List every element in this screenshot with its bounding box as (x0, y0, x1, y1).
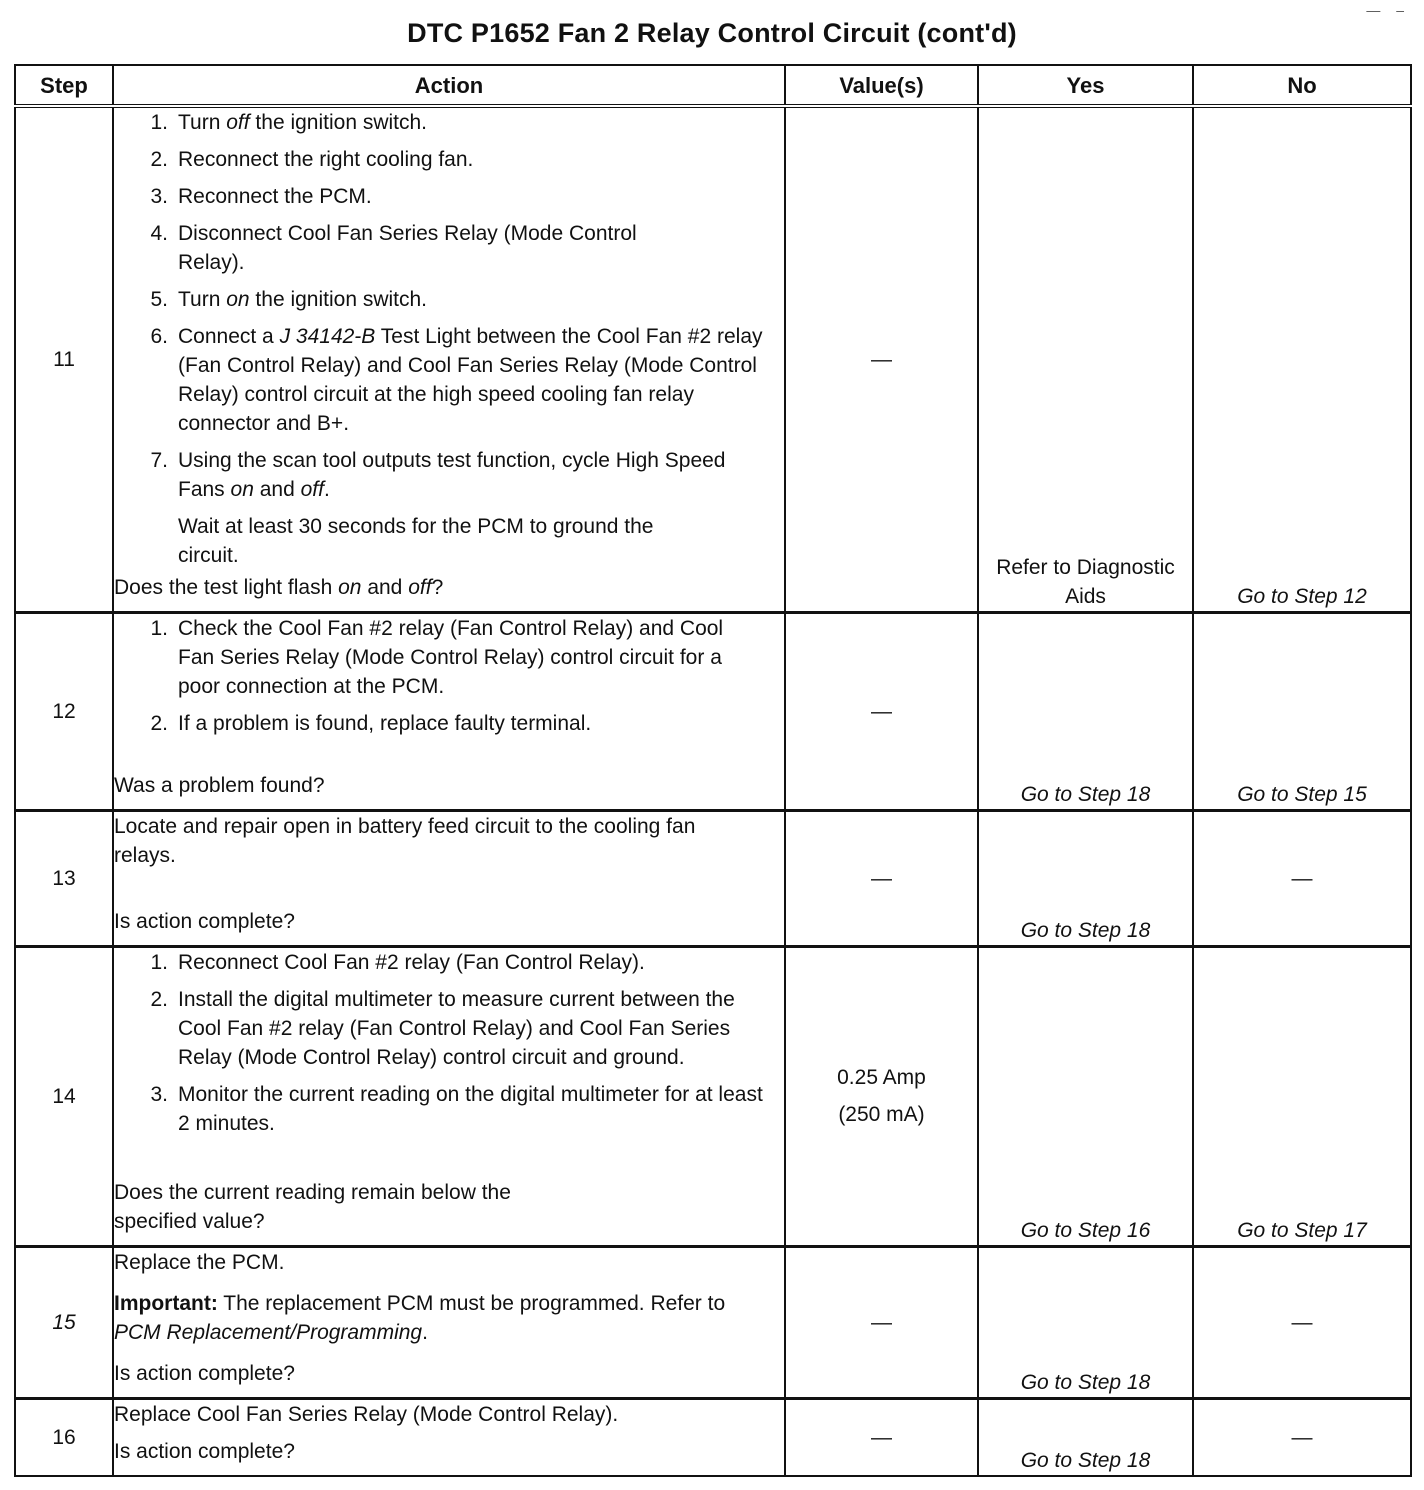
table-row (15, 810, 1411, 946)
table-row (15, 612, 1411, 810)
step-number: 13 (15, 810, 113, 946)
item-text: and (253, 478, 301, 501)
step-number: 12 (15, 612, 113, 810)
item-number: 2. (150, 148, 168, 171)
item-text: Test Light between the Cool Fan #2 relay (Fan Control Relay) and Cool Fan Series Relay (Mode Control Relay) control circuit at the high speed cooling fan relay connector and B+. (178, 325, 763, 435)
item-number: 3. (150, 1082, 168, 1106)
question-part: ? (431, 576, 444, 599)
action-text: Replace the PCM. (114, 1250, 285, 1274)
no-cell: — (1193, 810, 1411, 946)
header-step: Step (15, 65, 113, 106)
item-number: 2. (150, 711, 168, 735)
value-cell: — (785, 612, 978, 810)
important-note (114, 1289, 764, 1347)
yes-cell: Go to Step 16 (978, 946, 1193, 1246)
item-text: Connect a (178, 325, 280, 348)
item-emphasis: off (226, 111, 250, 134)
item-number: 7. (150, 449, 168, 472)
header-action: Action (113, 65, 785, 106)
item-text: Turn (178, 288, 227, 311)
item-number: 2. (150, 987, 168, 1011)
item-text: the ignition switch. (249, 288, 428, 311)
no-cell: Go to Step 12 (1193, 106, 1411, 612)
question-text (114, 573, 784, 602)
header-yes: Yes (978, 65, 1193, 106)
important-reference: PCM Replacement/Programming (114, 1320, 423, 1344)
action-text: Replace Cool Fan Series Relay (Mode Control Relay). (114, 1402, 619, 1426)
item-number: 3. (150, 185, 168, 208)
item-emphasis: on (230, 478, 254, 501)
list-item (114, 985, 784, 1072)
item-text: Reconnect the PCM. (178, 185, 372, 208)
item-text: If a problem is found, replace faulty terminal. (178, 711, 592, 735)
question-text: Is action complete? (114, 1439, 295, 1463)
list-item (114, 614, 784, 701)
value-cell: — (785, 1246, 978, 1398)
action-cell (113, 106, 785, 612)
item-emphasis: on (226, 288, 250, 311)
value-cell: — (785, 810, 978, 946)
list-item (114, 108, 784, 137)
yes-text: Refer to Diagnostic Aids (996, 555, 1175, 608)
item-text: the ignition switch. (249, 111, 428, 134)
yes-cell: Go to Step 18 (978, 810, 1193, 946)
table-row (15, 1246, 1411, 1398)
important-text: The replacement PCM must be programmed. Refer to (217, 1291, 726, 1315)
item-number: 4. (150, 222, 168, 245)
value-amp: 0.25 Amp (837, 1066, 926, 1089)
item-text: Install the digital multimeter to measure current between the Cool Fan #2 relay (Fan Control Relay) and Cool Fan Series Relay (Mode Control Relay) control circuit and ground. (178, 987, 735, 1069)
item-emphasis: J 34142-B (279, 325, 376, 348)
item-text: Check the Cool Fan #2 relay (Fan Control Relay) and Cool Fan Series Relay (Mode Control Relay) control circuit for a poor connection at the PCM. (178, 616, 724, 698)
important-text: . (422, 1320, 428, 1344)
header-row (15, 65, 1411, 106)
header-values: Value(s) (785, 65, 978, 106)
yes-cell: Go to Step 18 (978, 1246, 1193, 1398)
no-cell: Go to Step 17 (1193, 946, 1411, 1246)
list-item (114, 285, 784, 314)
important-label: Important: (114, 1291, 218, 1315)
list-item (114, 219, 784, 277)
question-text: Does the current reading remain below the specified value? (114, 1180, 511, 1233)
question-text: Is action complete? (114, 1361, 295, 1385)
list-item (114, 446, 784, 504)
question-part: Does the test light flash (114, 576, 339, 599)
no-cell: — (1193, 1398, 1411, 1476)
item-text: . (323, 478, 330, 501)
list-item (114, 709, 784, 738)
item-number: 1. (150, 616, 168, 640)
action-text: Locate and repair open in battery feed circuit to the cooling fan relays. (114, 814, 696, 867)
list-item (114, 322, 784, 438)
item-number: 5. (150, 288, 168, 311)
question-emphasis: off (408, 576, 432, 599)
step-number: 16 (15, 1398, 113, 1476)
list-item (114, 1080, 784, 1138)
no-cell: — (1193, 1246, 1411, 1398)
step-number: 14 (15, 946, 113, 1246)
question-text: Was a problem found? (114, 773, 325, 797)
item-text: Using the scan tool outputs test function, cycle High Speed Fans (178, 449, 726, 501)
action-steps (114, 614, 784, 746)
action-cell (113, 810, 785, 946)
action-steps (114, 108, 784, 512)
value-cell: — (785, 1398, 978, 1476)
no-cell: Go to Step 15 (1193, 612, 1411, 810)
item-text: Monitor the current reading on the digital multimeter for at least 2 minutes. (178, 1082, 763, 1135)
item-text: Reconnect Cool Fan #2 relay (Fan Control Relay). (178, 950, 645, 974)
list-item (114, 145, 784, 174)
item-text: Turn (178, 111, 227, 134)
yes-cell: Go to Step 18 (978, 612, 1193, 810)
value-cell: — (785, 106, 978, 612)
list-item (114, 948, 784, 977)
value-cell (785, 946, 978, 1246)
item-number: 1. (150, 950, 168, 974)
action-cell (113, 1246, 785, 1398)
action-cell (113, 946, 785, 1246)
table-row (15, 1398, 1411, 1476)
step-number: 11 (15, 106, 113, 612)
item-text: Reconnect the right cooling fan. (178, 148, 474, 171)
corner-marks: — – (1366, 2, 1410, 18)
question-part: and (361, 576, 409, 599)
action-note: Wait at least 30 seconds for the PCM to ground the circuit. (178, 515, 654, 567)
yes-cell: Go to Step 18 (978, 1398, 1193, 1476)
item-number: 1. (150, 111, 168, 134)
step-number: 15 (15, 1246, 113, 1398)
yes-cell (978, 106, 1193, 612)
action-cell (113, 612, 785, 810)
action-steps (114, 948, 784, 1146)
table-row (15, 946, 1411, 1246)
item-text: Disconnect Cool Fan Series Relay (Mode Control Relay). (178, 222, 637, 274)
action-cell (113, 1398, 785, 1476)
item-emphasis: off (300, 478, 324, 501)
page-title: DTC P1652 Fan 2 Relay Control Circuit (cont'd) (407, 18, 1017, 48)
value-milliamp: (250 mA) (838, 1103, 925, 1126)
question-emphasis: on (338, 576, 362, 599)
list-item (114, 182, 784, 211)
header-no: No (1193, 65, 1411, 106)
question-text: Is action complete? (114, 909, 295, 933)
diagnostic-table (14, 64, 1412, 1477)
item-number: 6. (150, 325, 168, 348)
table-row (15, 106, 1411, 612)
